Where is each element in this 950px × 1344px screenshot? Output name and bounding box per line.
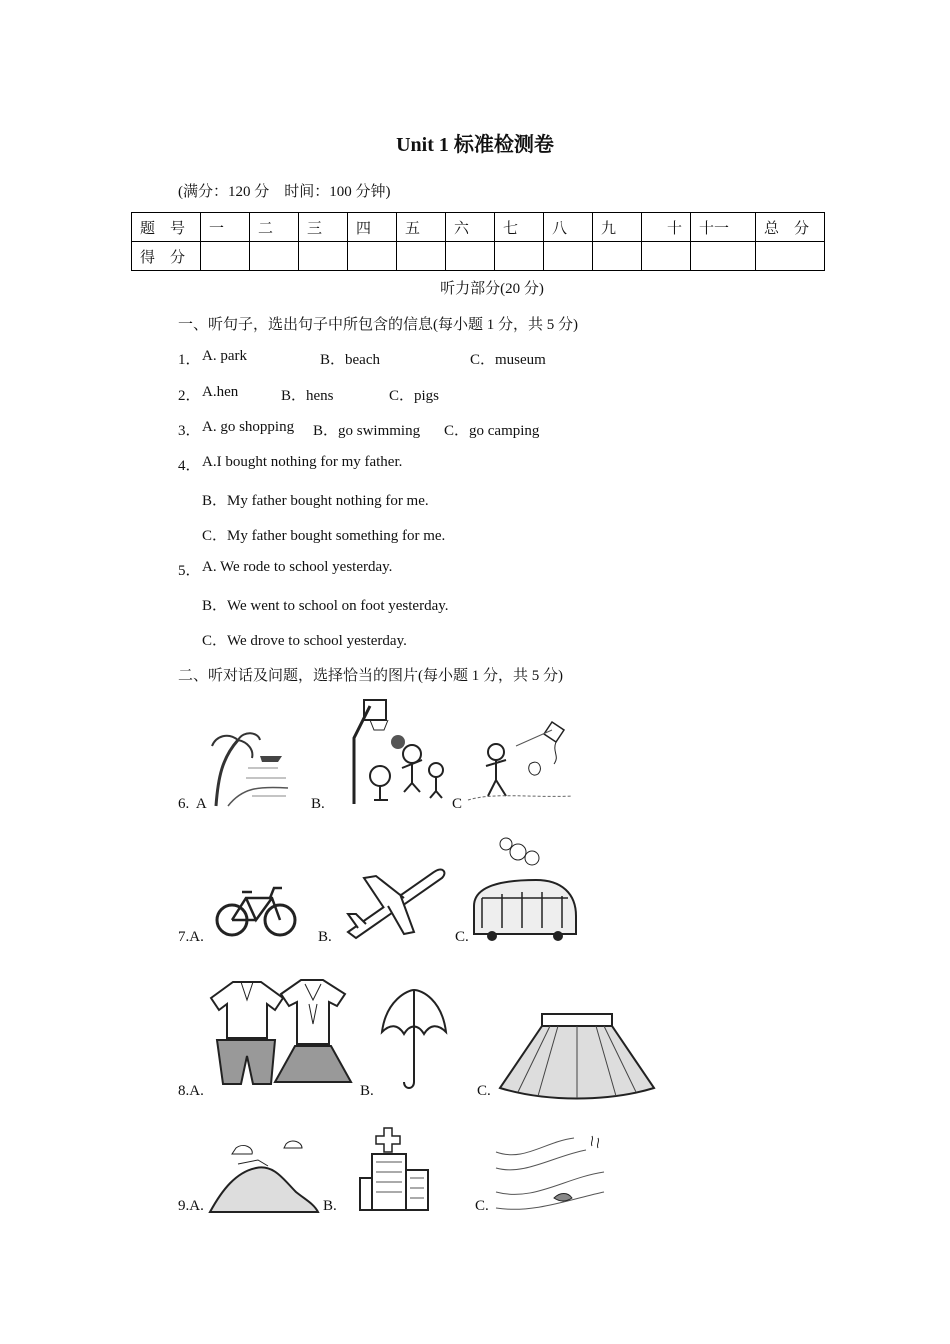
q4-option-a: A.I bought nothing for my father.	[202, 454, 403, 470]
q2-option-c: C．pigs	[389, 388, 440, 404]
q4-number: 4．	[178, 458, 201, 474]
q4-option-b: B．My father bought nothing for me.	[202, 493, 429, 509]
q3-option-c: C．go camping	[444, 423, 540, 439]
q2-option-b: B．hens	[281, 388, 334, 404]
q7-label-a: 7.A.	[178, 929, 204, 945]
score-cell[interactable]	[593, 242, 642, 271]
q6-label-a: 6. A	[178, 796, 207, 812]
q6-label-b: B.	[311, 796, 325, 812]
bicycle-picture[interactable]	[214, 880, 298, 940]
score-cell[interactable]	[642, 242, 691, 271]
score-cell[interactable]	[250, 242, 299, 271]
q7-label-b: B.	[318, 929, 332, 945]
river-picture[interactable]	[494, 1132, 606, 1214]
q3-option-b: B．go swimming	[313, 423, 421, 439]
header-cell: 九	[593, 213, 642, 242]
score-cell[interactable]	[299, 242, 348, 271]
header-cell: 题 号	[132, 213, 201, 242]
q5-option-c: C．We drove to school yesterday.	[202, 633, 407, 649]
header-cell: 四	[348, 213, 397, 242]
header-cell: 总 分	[756, 213, 825, 242]
q2-number: 2．	[178, 388, 201, 404]
q4-option-c: C．My father bought something for me.	[202, 528, 446, 544]
hospital-picture[interactable]	[358, 1126, 430, 1212]
score-cell[interactable]	[348, 242, 397, 271]
q8-label-c: C.	[477, 1083, 491, 1099]
score-cell[interactable]	[756, 242, 825, 271]
q5-number: 5．	[178, 563, 201, 579]
score-cell[interactable]	[495, 242, 544, 271]
q1-option-c: C．museum	[470, 352, 546, 368]
q7-label-c: C.	[455, 929, 469, 945]
header-cell: 一	[201, 213, 250, 242]
kite-flying-picture[interactable]	[464, 716, 576, 806]
header-cell: 十一	[691, 213, 756, 242]
page-title: Unit 1 标准检测卷	[396, 134, 554, 156]
q3-option-a: A. go shopping	[202, 419, 295, 435]
q9-label-c: C.	[475, 1198, 489, 1214]
mountain-picture[interactable]	[208, 1138, 320, 1214]
score-cell[interactable]	[201, 242, 250, 271]
score-table-header-row	[132, 213, 825, 242]
exam-meta: (满分：120 分 时间：100 分钟)	[178, 184, 391, 200]
airplane-picture[interactable]	[344, 858, 450, 942]
row-label: 得 分	[132, 242, 201, 271]
header-cell: 六	[446, 213, 495, 242]
q9-label-a: 9.A.	[178, 1198, 204, 1214]
q2-option-a: A.hen	[202, 384, 239, 400]
score-cell[interactable]	[446, 242, 495, 271]
train-picture[interactable]	[466, 836, 580, 944]
q1-option-b: B．beach	[320, 352, 380, 368]
section2-heading: 二、听对话及问题，选择恰当的图片(每小题 1 分，共 5 分)	[178, 668, 563, 684]
q1-option-a: A. park	[202, 348, 247, 364]
q5-option-b: B．We went to school on foot yesterday.	[202, 598, 449, 614]
q6-label-c: C	[452, 796, 463, 812]
q8-label-a: 8.A.	[178, 1083, 204, 1099]
score-table-score-row	[132, 242, 825, 271]
score-table	[131, 212, 825, 271]
q3-number: 3．	[178, 423, 201, 439]
score-cell[interactable]	[544, 242, 593, 271]
header-cell: 十	[642, 213, 691, 242]
score-cell[interactable]	[397, 242, 446, 271]
school-uniform-picture[interactable]	[205, 974, 353, 1090]
listening-header: 听力部分(20 分)	[440, 281, 544, 297]
score-cell[interactable]	[691, 242, 756, 271]
header-cell: 三	[299, 213, 348, 242]
umbrella-picture[interactable]	[378, 984, 450, 1094]
q8-label-b: B.	[360, 1083, 374, 1099]
q1-number: 1．	[178, 352, 201, 368]
header-cell: 八	[544, 213, 593, 242]
palm-beach-picture[interactable]	[208, 728, 292, 808]
q5-option-a: A. We rode to school yesterday.	[202, 559, 393, 575]
header-cell: 二	[250, 213, 299, 242]
q9-label-b: B.	[323, 1198, 337, 1214]
basketball-picture[interactable]	[340, 698, 452, 806]
header-cell: 七	[495, 213, 544, 242]
skirt-picture[interactable]	[498, 1010, 656, 1100]
section1-heading: 一、听句子，选出句子中所包含的信息(每小题 1 分，共 5 分)	[178, 317, 578, 333]
header-cell: 五	[397, 213, 446, 242]
